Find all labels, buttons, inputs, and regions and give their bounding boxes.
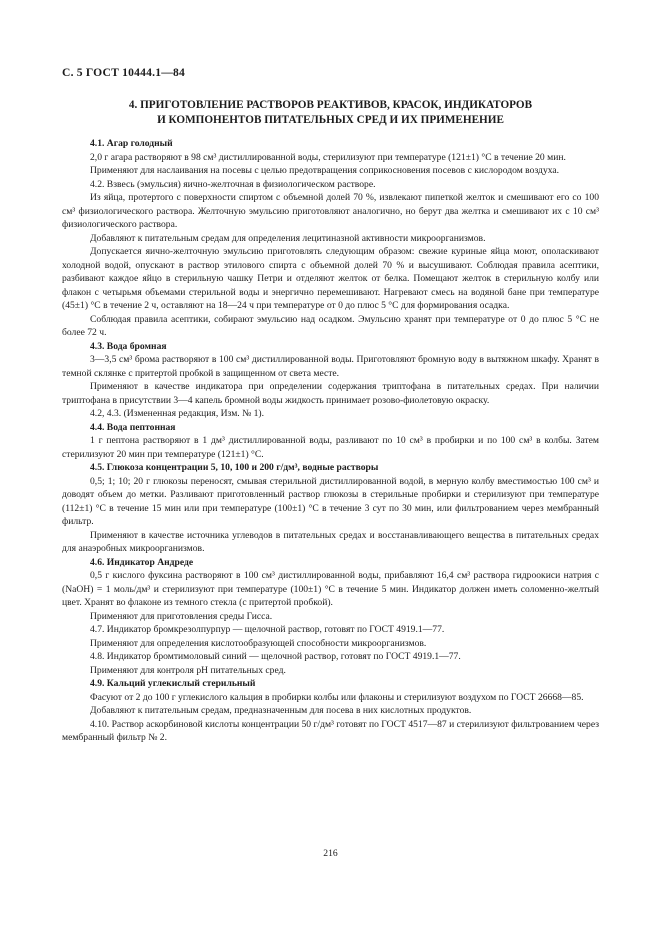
heading-4-4: 4.4. Вода пептонная xyxy=(90,421,176,433)
paragraph-4-8: 4.8. Индикатор бромтимоловый синий — щелочной раствор, готовят по ГОСТ 4919.1—77. xyxy=(90,651,461,662)
paragraph: Добавляют к питательным средам для определения лецитиназной активности микроорганизмов. xyxy=(90,232,486,244)
paragraph: 3—3,5 см³ брома растворяют в 100 см³ дистиллированной воды. Приготовляют бромную воду в вытяжном шкафу. Хранят в темной склянке с притертой пробкой в защищенном от света месте. xyxy=(62,354,599,379)
heading-4-3: 4.3. Вода бромная xyxy=(90,340,167,352)
paragraph: Соблюдая правила асептики, собирают эмульсию над осадком. Эмульсию хранят при температуре от 0 до плюс 5 °С не более 72 ч. xyxy=(62,313,599,338)
paragraph: Фасуют от 2 до 100 г углекислого кальция в пробирки колбы или флаконы и стерилизуют воздухом по ГОСТ 26668—85. xyxy=(90,691,584,703)
paragraph: Применяют для наслаивания на посевы с целью предотвращения соприкосновения посевов с кислородом воздуха. xyxy=(90,165,560,176)
section-title xyxy=(62,98,599,127)
paragraph: 0,5; 1; 10; 20 г глюкозы переносят, смывая стерильной дистиллированной водой, в мерную колбу вместимостью 100 см³ и доводят объем до метки. Разливают приготовленный раствор глюкозы в стерильные пробирки и стерилизуют при температуре (112±1) °С в течение 15 мин или при температуре (100±1) °С в течение 3 сут по 30 мин, или фильтрованием через мембранный фильтр. xyxy=(62,475,599,527)
section-title-line-1: 4. ПРИГОТОВЛЕНИЕ РАСТВОРОВ РЕАКТИВОВ, КРАСОК, ИНДИКАТОРОВ xyxy=(128,99,533,111)
paragraph-4-10: 4.10. Раствор аскорбиновой кислоты концентрации 50 г/дм³ готовят по ГОСТ 4517—87 и стерилизуют фильтрованием через мембранный фильтр № 2. xyxy=(62,718,599,743)
paragraph: 1 г пептона растворяют в 1 дм³ дистиллированной воды, разливают по 10 см³ в пробирки и по 100 см³ в колбы. Затем стерилизуют 20 мин при температуре (121±1) °С. xyxy=(62,435,599,460)
page-header: С. 5 ГОСТ 10444.1—84 xyxy=(62,66,185,79)
amendment-note: 4.2, 4.3. (Измененная редакция, Изм. № 1). xyxy=(90,408,265,419)
heading-4-9: 4.9. Кальций углекислый стерильный xyxy=(90,678,256,689)
paragraph: 0,5 г кислого фуксина растворяют в 100 см³ дистиллированной воды, прибавляют 16,4 см³ раствора гидроокиси натрия c (NaOH) = 1 моль/дм³ и стерилизуют при температуре (100±1) °С в течение 5 мин. Индикатор должен иметь соломенно-желтый цвет. Хранят во флаконе из темного стекла (с притертой пробкой). xyxy=(62,570,599,608)
paragraph: Добавляют к питательным средам, предназначенным для посева в них кислотных продуктов. xyxy=(90,705,472,716)
document-body xyxy=(62,137,599,745)
paragraph: Из яйца, протертого с поверхности спиртом с объемной долей 70 %, извлекают пипеткой желток и смешивают его со 100 см³ физиологического раствора. Желточную эмульсию приготовляют аналогично, но берут два желтка и смешивают их с 10 см³ физиологического раствора. xyxy=(62,192,599,230)
paragraph: Применяют в качестве источника углеводов в питательных средах и восстанавливающего вещества в питательных средах для анаэробных микроорганизмов. xyxy=(62,529,599,554)
paragraph-4-7: 4.7. Индикатор бромкрезолпурпур — щелочной раствор, готовят по ГОСТ 4919.1—77. xyxy=(90,624,445,635)
heading-4-5: 4.5. Глюкоза концентрации 5, 10, 100 и 200 г/дм³, водные растворы xyxy=(90,462,379,473)
paragraph: Применяют в качестве индикатора при определении содержания триптофана в питательных средах. При наличии триптофана в присутствии 3—4 капель бромной воды жидкость принимает розово-фиолетовую окраску. xyxy=(62,381,599,406)
heading-4-6: 4.6. Индикатор Андреде xyxy=(90,556,194,568)
paragraph: Применяют для определения кислотообразующей способности микроорганизмов. xyxy=(90,637,427,649)
paragraph: 2,0 г агара растворяют в 98 см³ дистиллированной воды, стерилизуют при температуре (121±1) °С в течение 20 мин. xyxy=(90,151,566,163)
paragraph: Применяют для приготовления среды Гисса. xyxy=(90,610,273,622)
paragraph: Применяют для контроля pH питательных сред. xyxy=(90,664,286,676)
heading-4-1: 4.1. Агар голодный xyxy=(90,138,173,149)
paragraph: 4.2. Взвесь (эмульсия) яично-желточная в физиологическом растворе. xyxy=(90,178,376,190)
paragraph: Допускается яично-желточную эмульсию приготовлять следующим образом: свежие куриные яйца моют, ополаскивают холодной водой, опускают в раствор этилового спирта с объемной долей 70 % и высушивают. Соблюдая правила асептики, разбивают каждое яйцо в стерильную чашку Петри и отделяют желток от белка. Помещают желток в стерильную колбу или флакон с четырьмя объемами стерильной воды и энергично перемешивают. Нагревают смесь на водяной бане при температуре (45±1) °С в течение 2 ч, оставляют на 18—24 ч при температуре от 0 до плюс 5 °С для формирования осадка. xyxy=(62,246,599,311)
section-title-line-2: И КОМПОНЕНТОВ ПИТАТЕЛЬНЫХ СРЕД И ИХ ПРИМЕНЕНИЕ xyxy=(157,113,504,126)
page-number: 216 xyxy=(323,848,338,859)
